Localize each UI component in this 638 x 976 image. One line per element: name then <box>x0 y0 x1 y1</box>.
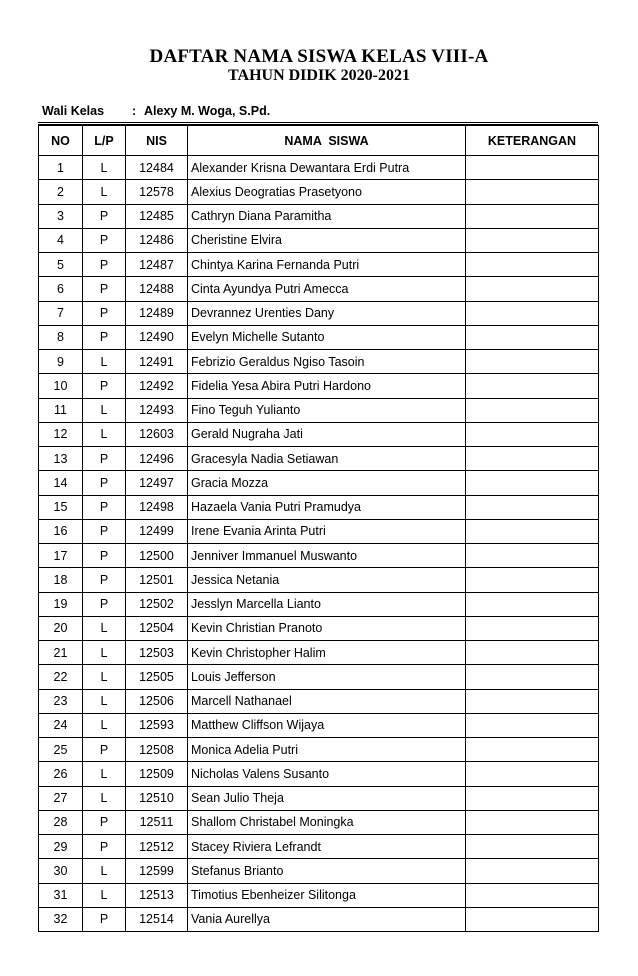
cell-remarks <box>466 689 599 713</box>
column-header-remarks: KETERANGAN <box>466 126 599 156</box>
cell-remarks <box>466 641 599 665</box>
table-header-row <box>39 126 599 156</box>
cell-gender: L <box>83 616 126 640</box>
cell-nis: 12492 <box>126 374 188 398</box>
cell-remarks <box>466 786 599 810</box>
column-header-student-name: NAMA SISWA <box>188 126 466 156</box>
cell-no: 18 <box>39 568 83 592</box>
cell-student-name: Cathryn Diana Paramitha <box>188 204 466 228</box>
cell-remarks <box>466 422 599 446</box>
table-row <box>39 907 599 931</box>
cell-remarks <box>466 883 599 907</box>
cell-no: 30 <box>39 859 83 883</box>
cell-student-name: Irene Evania Arinta Putri <box>188 519 466 543</box>
cell-gender: P <box>83 471 126 495</box>
cell-no: 26 <box>39 762 83 786</box>
cell-nis: 12603 <box>126 422 188 446</box>
table-row <box>39 810 599 834</box>
table-row <box>39 471 599 495</box>
cell-no: 24 <box>39 713 83 737</box>
cell-gender: L <box>83 762 126 786</box>
cell-no: 23 <box>39 689 83 713</box>
cell-nis: 12504 <box>126 616 188 640</box>
table-row <box>39 398 599 422</box>
cell-remarks <box>466 616 599 640</box>
cell-gender: L <box>83 786 126 810</box>
table-row <box>39 738 599 762</box>
cell-gender: P <box>83 374 126 398</box>
cell-remarks <box>466 495 599 519</box>
cell-nis: 12487 <box>126 253 188 277</box>
cell-remarks <box>466 204 599 228</box>
cell-remarks <box>466 301 599 325</box>
cell-remarks <box>466 810 599 834</box>
cell-gender: L <box>83 180 126 204</box>
table-row <box>39 568 599 592</box>
cell-student-name: Marcell Nathanael <box>188 689 466 713</box>
cell-nis: 12490 <box>126 325 188 349</box>
cell-student-name: Sean Julio Theja <box>188 786 466 810</box>
cell-gender: P <box>83 835 126 859</box>
cell-student-name: Gracia Mozza <box>188 471 466 495</box>
cell-no: 7 <box>39 301 83 325</box>
cell-remarks <box>466 665 599 689</box>
cell-gender: P <box>83 204 126 228</box>
cell-remarks <box>466 228 599 252</box>
homeroom-teacher-separator: : <box>132 104 137 118</box>
table-row <box>39 519 599 543</box>
cell-nis: 12506 <box>126 689 188 713</box>
cell-remarks <box>466 713 599 737</box>
cell-no: 28 <box>39 810 83 834</box>
cell-gender: L <box>83 665 126 689</box>
cell-student-name: Stefanus Brianto <box>188 859 466 883</box>
cell-no: 11 <box>39 398 83 422</box>
cell-gender: P <box>83 592 126 616</box>
table-row <box>39 495 599 519</box>
table-row <box>39 883 599 907</box>
cell-nis: 12488 <box>126 277 188 301</box>
table-row <box>39 641 599 665</box>
cell-student-name: Vania Aurellya <box>188 907 466 931</box>
cell-student-name: Chintya Karina Fernanda Putri <box>188 253 466 277</box>
cell-nis: 12501 <box>126 568 188 592</box>
table-row <box>39 544 599 568</box>
table-row <box>39 180 599 204</box>
cell-student-name: Alexander Krisna Dewantara Erdi Putra <box>188 156 466 180</box>
cell-nis: 12509 <box>126 762 188 786</box>
cell-gender: P <box>83 568 126 592</box>
cell-no: 1 <box>39 156 83 180</box>
cell-nis: 12493 <box>126 398 188 422</box>
cell-student-name: Gerald Nugraha Jati <box>188 422 466 446</box>
cell-gender: L <box>83 641 126 665</box>
cell-student-name: Matthew Cliffson Wijaya <box>188 713 466 737</box>
table-row <box>39 156 599 180</box>
table-row <box>39 374 599 398</box>
cell-nis: 12486 <box>126 228 188 252</box>
cell-nis: 12510 <box>126 786 188 810</box>
cell-nis: 12505 <box>126 665 188 689</box>
cell-gender: P <box>83 277 126 301</box>
cell-no: 9 <box>39 350 83 374</box>
cell-remarks <box>466 519 599 543</box>
cell-student-name: Kevin Christian Pranoto <box>188 616 466 640</box>
cell-nis: 12508 <box>126 738 188 762</box>
cell-nis: 12497 <box>126 471 188 495</box>
table-row <box>39 592 599 616</box>
cell-no: 4 <box>39 228 83 252</box>
cell-no: 27 <box>39 786 83 810</box>
cell-no: 31 <box>39 883 83 907</box>
cell-remarks <box>466 544 599 568</box>
cell-nis: 12485 <box>126 204 188 228</box>
cell-no: 21 <box>39 641 83 665</box>
cell-gender: L <box>83 689 126 713</box>
document-subtitle: TAHUN DIDIK 2020-2021 <box>228 67 410 84</box>
cell-student-name: Stacey Riviera Lefrandt <box>188 835 466 859</box>
cell-remarks <box>466 398 599 422</box>
cell-student-name: Hazaela Vania Putri Pramudya <box>188 495 466 519</box>
cell-nis: 12503 <box>126 641 188 665</box>
cell-gender: L <box>83 859 126 883</box>
cell-gender: P <box>83 495 126 519</box>
cell-no: 19 <box>39 592 83 616</box>
cell-gender: L <box>83 156 126 180</box>
cell-remarks <box>466 859 599 883</box>
student-table-frame <box>38 122 598 932</box>
table-row <box>39 253 599 277</box>
cell-remarks <box>466 325 599 349</box>
cell-nis: 12498 <box>126 495 188 519</box>
cell-remarks <box>466 156 599 180</box>
cell-nis: 12489 <box>126 301 188 325</box>
cell-remarks <box>466 374 599 398</box>
cell-nis: 12514 <box>126 907 188 931</box>
cell-student-name: Kevin Christopher Halim <box>188 641 466 665</box>
cell-student-name: Shallom Christabel Moningka <box>188 810 466 834</box>
table-row <box>39 422 599 446</box>
table-row <box>39 835 599 859</box>
table-row <box>39 689 599 713</box>
cell-gender: P <box>83 519 126 543</box>
table-body <box>39 156 599 932</box>
cell-remarks <box>466 592 599 616</box>
cell-no: 3 <box>39 204 83 228</box>
table-row <box>39 616 599 640</box>
document-title: DAFTAR NAMA SISWA KELAS VIII-A <box>149 46 489 67</box>
table-row <box>39 228 599 252</box>
cell-remarks <box>466 180 599 204</box>
cell-student-name: Devrannez Urenties Dany <box>188 301 466 325</box>
cell-remarks <box>466 738 599 762</box>
student-table <box>38 125 599 932</box>
cell-gender: L <box>83 350 126 374</box>
cell-no: 2 <box>39 180 83 204</box>
cell-nis: 12499 <box>126 519 188 543</box>
cell-student-name: Evelyn Michelle Sutanto <box>188 325 466 349</box>
cell-student-name: Jessica Netania <box>188 568 466 592</box>
cell-student-name: Louis Jefferson <box>188 665 466 689</box>
cell-gender: P <box>83 544 126 568</box>
cell-nis: 12502 <box>126 592 188 616</box>
cell-no: 8 <box>39 325 83 349</box>
table-row <box>39 350 599 374</box>
cell-nis: 12599 <box>126 859 188 883</box>
cell-no: 25 <box>39 738 83 762</box>
cell-gender: L <box>83 422 126 446</box>
table-row <box>39 859 599 883</box>
cell-student-name: Nicholas Valens Susanto <box>188 762 466 786</box>
table-row <box>39 713 599 737</box>
cell-no: 29 <box>39 835 83 859</box>
cell-no: 32 <box>39 907 83 931</box>
cell-student-name: Jenniver Immanuel Muswanto <box>188 544 466 568</box>
cell-no: 16 <box>39 519 83 543</box>
cell-no: 6 <box>39 277 83 301</box>
cell-gender: L <box>83 398 126 422</box>
cell-no: 5 <box>39 253 83 277</box>
homeroom-teacher-name: Alexy M. Woga, S.Pd. <box>144 104 271 118</box>
cell-no: 12 <box>39 422 83 446</box>
cell-gender: P <box>83 738 126 762</box>
cell-student-name: Fino Teguh Yulianto <box>188 398 466 422</box>
cell-nis: 12496 <box>126 447 188 471</box>
cell-no: 10 <box>39 374 83 398</box>
cell-nis: 12593 <box>126 713 188 737</box>
column-header-nis: NIS <box>126 126 188 156</box>
cell-gender: L <box>83 713 126 737</box>
cell-gender: P <box>83 907 126 931</box>
cell-student-name: Cinta Ayundya Putri Amecca <box>188 277 466 301</box>
cell-gender: P <box>83 325 126 349</box>
table-row <box>39 786 599 810</box>
cell-remarks <box>466 447 599 471</box>
table-row <box>39 301 599 325</box>
cell-nis: 12578 <box>126 180 188 204</box>
table-row <box>39 277 599 301</box>
cell-nis: 12491 <box>126 350 188 374</box>
cell-gender: P <box>83 447 126 471</box>
cell-student-name: Alexius Deogratias Prasetyono <box>188 180 466 204</box>
cell-student-name: Jesslyn Marcella Lianto <box>188 592 466 616</box>
cell-no: 20 <box>39 616 83 640</box>
cell-remarks <box>466 350 599 374</box>
cell-no: 22 <box>39 665 83 689</box>
cell-nis: 12511 <box>126 810 188 834</box>
cell-no: 17 <box>39 544 83 568</box>
homeroom-teacher-label: Wali Kelas <box>42 104 105 118</box>
table-row <box>39 447 599 471</box>
cell-student-name: Fidelia Yesa Abira Putri Hardono <box>188 374 466 398</box>
table-row <box>39 762 599 786</box>
cell-student-name: Timotius Ebenheizer Silitonga <box>188 883 466 907</box>
cell-student-name: Cheristine Elvira <box>188 228 466 252</box>
cell-student-name: Gracesyla Nadia Setiawan <box>188 447 466 471</box>
cell-gender: P <box>83 228 126 252</box>
cell-remarks <box>466 277 599 301</box>
cell-nis: 12513 <box>126 883 188 907</box>
cell-gender: P <box>83 301 126 325</box>
cell-nis: 12512 <box>126 835 188 859</box>
table-row <box>39 665 599 689</box>
cell-no: 15 <box>39 495 83 519</box>
cell-gender: L <box>83 883 126 907</box>
cell-nis: 12484 <box>126 156 188 180</box>
cell-student-name: Febrizio Geraldus Ngiso Tasoin <box>188 350 466 374</box>
cell-no: 14 <box>39 471 83 495</box>
column-header-gender: L/P <box>83 126 126 156</box>
cell-remarks <box>466 762 599 786</box>
cell-remarks <box>466 471 599 495</box>
cell-gender: P <box>83 253 126 277</box>
cell-no: 13 <box>39 447 83 471</box>
cell-remarks <box>466 568 599 592</box>
cell-remarks <box>466 835 599 859</box>
cell-nis: 12500 <box>126 544 188 568</box>
table-row <box>39 325 599 349</box>
cell-remarks <box>466 253 599 277</box>
cell-gender: P <box>83 810 126 834</box>
cell-remarks <box>466 907 599 931</box>
cell-student-name: Monica Adelia Putri <box>188 738 466 762</box>
column-header-no: NO <box>39 126 83 156</box>
table-row <box>39 204 599 228</box>
